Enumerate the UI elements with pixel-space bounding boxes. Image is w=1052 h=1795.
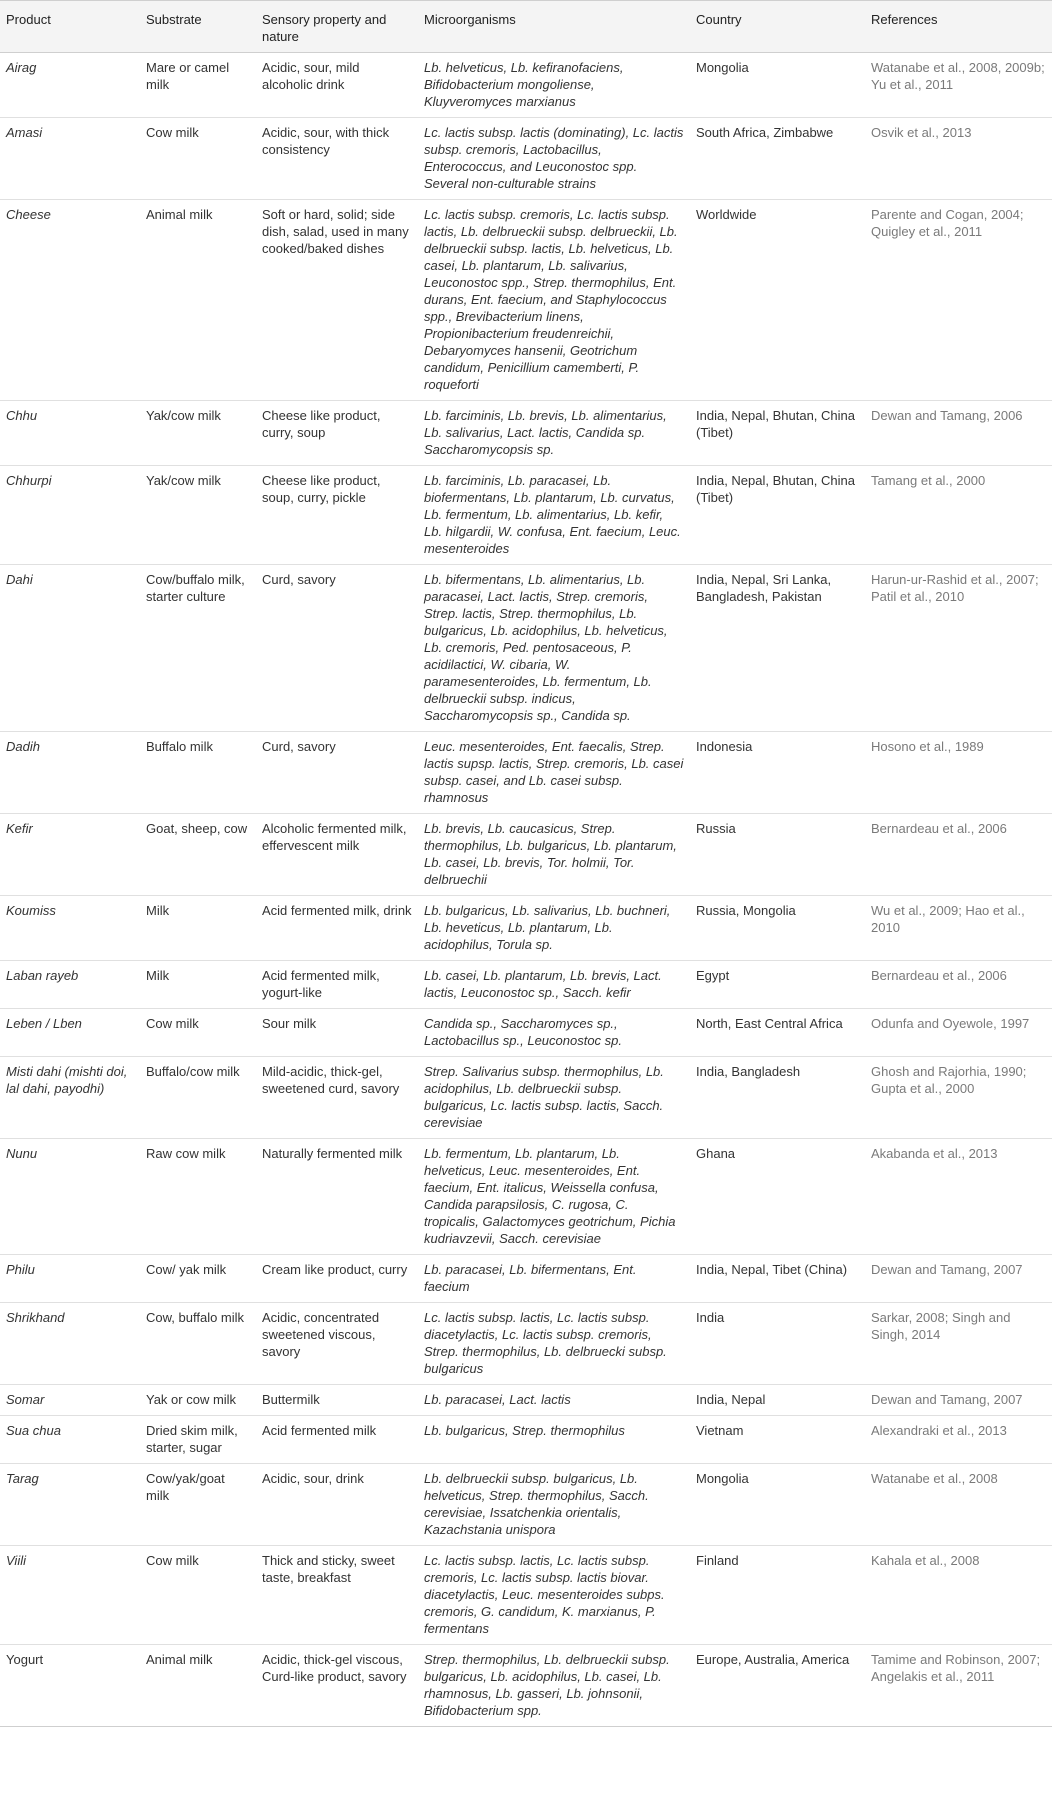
cell-references: Hosono et al., 1989: [871, 739, 984, 754]
cell-microorganisms: Lb. paracasei, Lb. bifermentans, Ent. faecium: [424, 1262, 637, 1294]
cell-country: Russia: [696, 821, 736, 836]
cell-sensory: Acidic, sour, mild alcoholic drink: [262, 60, 360, 92]
cell-microorganisms: Lb. bifermentans, Lb. alimentarius, Lb. paracasei, Lact. lactis, Strep. cremoris, Strep. lactis, Strep. thermophilus, Lb. bulgaricus, Lb. acidophilus, Lb. helveticus, Lb. cremoris, Ped. pentosaceous, P. acidilactici, W. cibaria, W. paramesenteroides, Lb. fermentum, Lb. delbrueckii subsp. indicus, Saccharomycopsis sp., Candida sp.: [424, 572, 668, 723]
cell-country: North, East Central Africa: [696, 1016, 843, 1031]
cell-references: Watanabe et al., 2008: [871, 1471, 998, 1486]
cell-product: Sua chua: [6, 1423, 61, 1438]
header-substrate: Substrate: [146, 12, 202, 27]
table-row: [0, 1645, 1052, 1727]
cell-microorganisms: Lc. lactis subsp. lactis, Lc. lactis subsp. diacetylactis, Lc. lactis subsp. cremoris, Strep. thermophilus, Lb. delbruecki subsp. bulgaricus: [424, 1310, 667, 1376]
header-country: Country: [696, 12, 742, 27]
cell-country: India, Bangladesh: [696, 1064, 801, 1079]
cell-substrate: Cow milk: [146, 1016, 199, 1031]
header-sensory: Sensory property and nature: [262, 12, 387, 44]
cell-country: Indonesia: [696, 739, 753, 754]
cell-product: Kefir: [6, 821, 33, 836]
cell-country: Mongolia: [696, 1471, 749, 1486]
cell-references: Harun-ur-Rashid et al., 2007; Patil et al., 2010: [871, 572, 1039, 604]
table-header: [0, 1, 1052, 53]
cell-substrate: Yak or cow milk: [146, 1392, 237, 1407]
cell-product: Laban rayeb: [6, 968, 79, 983]
cell-sensory: Cheese like product, soup, curry, pickle: [262, 473, 381, 505]
cell-references: Dewan and Tamang, 2006: [871, 408, 1023, 423]
cell-microorganisms: Lb. paracasei, Lact. lactis: [424, 1392, 571, 1407]
cell-product: Chhurpi: [6, 473, 52, 488]
header-row: [0, 1, 1052, 53]
table-row: [0, 1057, 1052, 1139]
header-product: Product: [6, 12, 51, 27]
cell-country: India, Nepal: [696, 1392, 766, 1407]
table-row: [0, 53, 1052, 118]
cell-substrate: Cow milk: [146, 125, 199, 140]
cell-substrate: Cow/buffalo milk, starter culture: [146, 572, 245, 604]
table-row: [0, 1009, 1052, 1057]
cell-microorganisms: Lb. brevis, Lb. caucasicus, Strep. thermophilus, Lb. bulgaricus, Lb. plantarum, Lb. casei, Lb. brevis, Tor. holmii, Tor. delbruechii: [424, 821, 677, 887]
cell-sensory: Acidic, sour, drink: [262, 1471, 364, 1486]
cell-microorganisms: Candida sp., Saccharomyces sp., Lactobacillus sp., Leuconostoc sp.: [424, 1016, 623, 1048]
cell-substrate: Animal milk: [146, 1652, 213, 1667]
cell-country: Ghana: [696, 1146, 736, 1161]
cell-microorganisms: Strep. thermophilus, Lb. delbrueckii subsp. bulgaricus, Lb. acidophilus, Lb. casei, Lb. rhamnosus, Lb. gasseri, Lb. johnsonii, Bifidobacterium spp.: [424, 1652, 670, 1718]
cell-product: Viili: [6, 1553, 26, 1568]
table-row: [0, 896, 1052, 961]
cell-references: Osvik et al., 2013: [871, 125, 972, 140]
table-row: [0, 1255, 1052, 1303]
cell-microorganisms: Lb. bulgaricus, Lb. salivarius, Lb. buchneri, Lb. heveticus, Lb. plantarum, Lb. acidophilus, Torula sp.: [424, 903, 671, 952]
cell-sensory: Acidic, concentrated sweetened viscous, savory: [262, 1310, 380, 1359]
cell-sensory: Acidic, sour, with thick consistency: [262, 125, 390, 157]
cell-microorganisms: Lb. fermentum, Lb. plantarum, Lb. helveticus, Leuc. mesenteroides, Ent. faecium, Ent. italicus, Weissella confusa, Candida parapsilosis, C. rugosa, C. tropicalis, Galactomyces geotrichum, Pichia kudriavzevii, Sacch. cerevisiae: [424, 1146, 676, 1246]
cell-references: Sarkar, 2008; Singh and Singh, 2014: [871, 1310, 1011, 1342]
cell-microorganisms: Lb. delbrueckii subsp. bulgaricus, Lb. helveticus, Strep. thermophilus, Sacch. cerevisiae, Issatchenkia orientalis, Kazachstania unispora: [424, 1471, 649, 1537]
cell-product: Dadih: [6, 739, 40, 754]
cell-references: Dewan and Tamang, 2007: [871, 1262, 1023, 1277]
cell-substrate: Raw cow milk: [146, 1146, 226, 1161]
cell-microorganisms: Lb. farciminis, Lb. paracasei, Lb. biofermentans, Lb. plantarum, Lb. curvatus, Lb. fermentum, Lb. alimentarius, Lb. kefir, Lb. hilgardii, W. confusa, Ent. faecium, Leuc. mesenteroides: [424, 473, 681, 556]
cell-product: Somar: [6, 1392, 45, 1407]
cell-product: Dahi: [6, 572, 33, 587]
table-row: [0, 1139, 1052, 1255]
cell-microorganisms: Lb. casei, Lb. plantarum, Lb. brevis, Lact. lactis, Leuconostoc sp., Sacch. kefir: [424, 968, 662, 1000]
cell-substrate: Cow/yak/goat milk: [146, 1471, 225, 1503]
table-row: [0, 732, 1052, 814]
cell-product: Misti dahi (mishti doi, lal dahi, payodhi): [6, 1064, 128, 1096]
cell-product: Koumiss: [6, 903, 56, 918]
cell-sensory: Mild-acidic, thick-gel, sweetened curd, savory: [262, 1064, 400, 1096]
table-row: [0, 814, 1052, 896]
cell-country: Europe, Australia, America: [696, 1652, 850, 1667]
table-row: [0, 565, 1052, 732]
cell-substrate: Goat, sheep, cow: [146, 821, 248, 836]
cell-country: Worldwide: [696, 207, 757, 222]
cell-references: Alexandraki et al., 2013: [871, 1423, 1007, 1438]
cell-substrate: Buffalo milk: [146, 739, 213, 754]
cell-product: Chhu: [6, 408, 38, 423]
table-row: [0, 961, 1052, 1009]
cell-substrate: Milk: [146, 903, 170, 918]
cell-microorganisms: Lb. bulgaricus, Strep. thermophilus: [424, 1423, 625, 1438]
cell-sensory: Acid fermented milk, drink: [262, 903, 412, 918]
cell-country: India, Nepal, Bhutan, China (Tibet): [696, 408, 855, 440]
cell-microorganisms: Lc. lactis subsp. lactis, Lc. lactis subsp. cremoris, Lc. lactis subsp. lactis biovar. diacetylactis, Leuc. mesenteroides subps. cremoris, G. candidum, K. marxianus, P. fermentans: [424, 1553, 665, 1636]
cell-references: Kahala et al., 2008: [871, 1553, 980, 1568]
cell-sensory: Curd, savory: [262, 739, 336, 754]
cell-references: Watanabe et al., 2008, 2009b; Yu et al., 2011: [871, 60, 1045, 92]
cell-substrate: Milk: [146, 968, 170, 983]
cell-substrate: Yak/cow milk: [146, 473, 221, 488]
cell-sensory: Cheese like product, curry, soup: [262, 408, 381, 440]
cell-sensory: Acid fermented milk: [262, 1423, 377, 1438]
cell-substrate: Buffalo/cow milk: [146, 1064, 240, 1079]
cell-country: South Africa, Zimbabwe: [696, 125, 834, 140]
cell-microorganisms: Lb. helveticus, Lb. kefiranofaciens, Bifidobacterium mongoliense, Kluyveromyces marxianus: [424, 60, 624, 109]
cell-product: Cheese: [6, 207, 51, 222]
table-body: [0, 53, 1052, 1727]
cell-microorganisms: Lc. lactis subsp. cremoris, Lc. lactis subsp. lactis, Lb. delbrueckii subsp. delbrueckii, Lb. delbrueckii subsp. lactis, Lb. helveticus, Lb. casei, Lb. plantarum, Lb. salivarius, Leuconostoc spp., Strep. thermophilus, Ent. durans, Ent. faecium, and Staphylococcus spp., Brevibacterium linens, Propionibacterium freudenreichii, Debaryomyces hansenii, Geotrichum candidum, Penicillium camemberti, P. roqueforti: [424, 207, 678, 392]
header-references: References: [871, 12, 938, 27]
cell-country: Vietnam: [696, 1423, 744, 1438]
cell-references: Parente and Cogan, 2004; Quigley et al., 2011: [871, 207, 1024, 239]
cell-country: India, Nepal, Tibet (China): [696, 1262, 848, 1277]
cell-sensory: Naturally fermented milk: [262, 1146, 403, 1161]
cell-sensory: Acidic, thick-gel viscous, Curd-like product, savory: [262, 1652, 407, 1684]
table-row: [0, 1546, 1052, 1645]
cell-references: Dewan and Tamang, 2007: [871, 1392, 1023, 1407]
cell-product: Yogurt: [6, 1652, 44, 1667]
cell-references: Tamime and Robinson, 2007; Angelakis et al., 2011: [871, 1652, 1041, 1684]
cell-sensory: Sour milk: [262, 1016, 317, 1031]
cell-country: India, Nepal, Sri Lanka, Bangladesh, Pakistan: [696, 572, 832, 604]
cell-product: Shrikhand: [6, 1310, 65, 1325]
cell-sensory: Acid fermented milk, yogurt-like: [262, 968, 380, 1000]
cell-product: Tarag: [6, 1471, 39, 1486]
cell-sensory: Thick and sticky, sweet taste, breakfast: [262, 1553, 395, 1585]
cell-sensory: Soft or hard, solid; side dish, salad, used in many cooked/baked dishes: [262, 207, 409, 256]
cell-sensory: Alcoholic fermented milk, effervescent milk: [262, 821, 407, 853]
table-row: [0, 200, 1052, 401]
cell-sensory: Curd, savory: [262, 572, 336, 587]
cell-product: Nunu: [6, 1146, 38, 1161]
cell-microorganisms: Lc. lactis subsp. lactis (dominating), Lc. lactis subsp. cremoris, Lactobacillus, Enterococcus, and Leuconostoc spp. Several non-culturable strains: [424, 125, 684, 191]
cell-country: Egypt: [696, 968, 730, 983]
cell-substrate: Animal milk: [146, 207, 213, 222]
cell-references: Akabanda et al., 2013: [871, 1146, 998, 1161]
cell-country: Mongolia: [696, 60, 749, 75]
cell-country: India: [696, 1310, 725, 1325]
cell-product: Philu: [6, 1262, 35, 1277]
table-row: [0, 401, 1052, 466]
table-row: [0, 1303, 1052, 1385]
table-row: [0, 1385, 1052, 1416]
cell-substrate: Cow milk: [146, 1553, 199, 1568]
cell-microorganisms: Leuc. mesenteroides, Ent. faecalis, Strep. lactis supsp. lactis, Strep. cremoris, Lb. casei subsp. casei, and Lb. casei subsp. rhamnosus: [424, 739, 684, 805]
cell-substrate: Yak/cow milk: [146, 408, 221, 423]
cell-substrate: Cow/ yak milk: [146, 1262, 227, 1277]
cell-substrate: Cow, buffalo milk: [146, 1310, 245, 1325]
cell-country: India, Nepal, Bhutan, China (Tibet): [696, 473, 855, 505]
cell-references: Wu et al., 2009; Hao et al., 2010: [871, 903, 1025, 935]
cell-sensory: Cream like product, curry: [262, 1262, 408, 1277]
cell-substrate: Mare or camel milk: [146, 60, 230, 92]
cell-country: Finland: [696, 1553, 739, 1568]
cell-references: Bernardeau et al., 2006: [871, 968, 1007, 983]
cell-microorganisms: Lb. farciminis, Lb. brevis, Lb. alimentarius, Lb. salivarius, Lact. lactis, Candida sp. Saccharomycopsis sp.: [424, 408, 667, 457]
cell-product: Leben / Lben: [6, 1016, 82, 1031]
table-row: [0, 1416, 1052, 1464]
table-row: [0, 1464, 1052, 1546]
table-row: [0, 118, 1052, 200]
cell-country: Russia, Mongolia: [696, 903, 796, 918]
cell-references: Bernardeau et al., 2006: [871, 821, 1007, 836]
cell-references: Tamang et al., 2000: [871, 473, 986, 488]
cell-sensory: Buttermilk: [262, 1392, 320, 1407]
cell-references: Ghosh and Rajorhia, 1990; Gupta et al., 2000: [871, 1064, 1027, 1096]
table-row: [0, 466, 1052, 565]
header-microorganisms: Microorganisms: [424, 12, 516, 27]
cell-product: Airag: [6, 60, 37, 75]
cell-product: Amasi: [6, 125, 43, 140]
cell-substrate: Dried skim milk, starter, sugar: [146, 1423, 238, 1455]
cell-microorganisms: Strep. Salivarius subsp. thermophilus, Lb. acidophilus, Lb. delbrueckii subsp. bulgaricus, Lc. lactis subsp. lactis, Sacch. cerevisiae: [424, 1064, 664, 1130]
cell-references: Odunfa and Oyewole, 1997: [871, 1016, 1030, 1031]
